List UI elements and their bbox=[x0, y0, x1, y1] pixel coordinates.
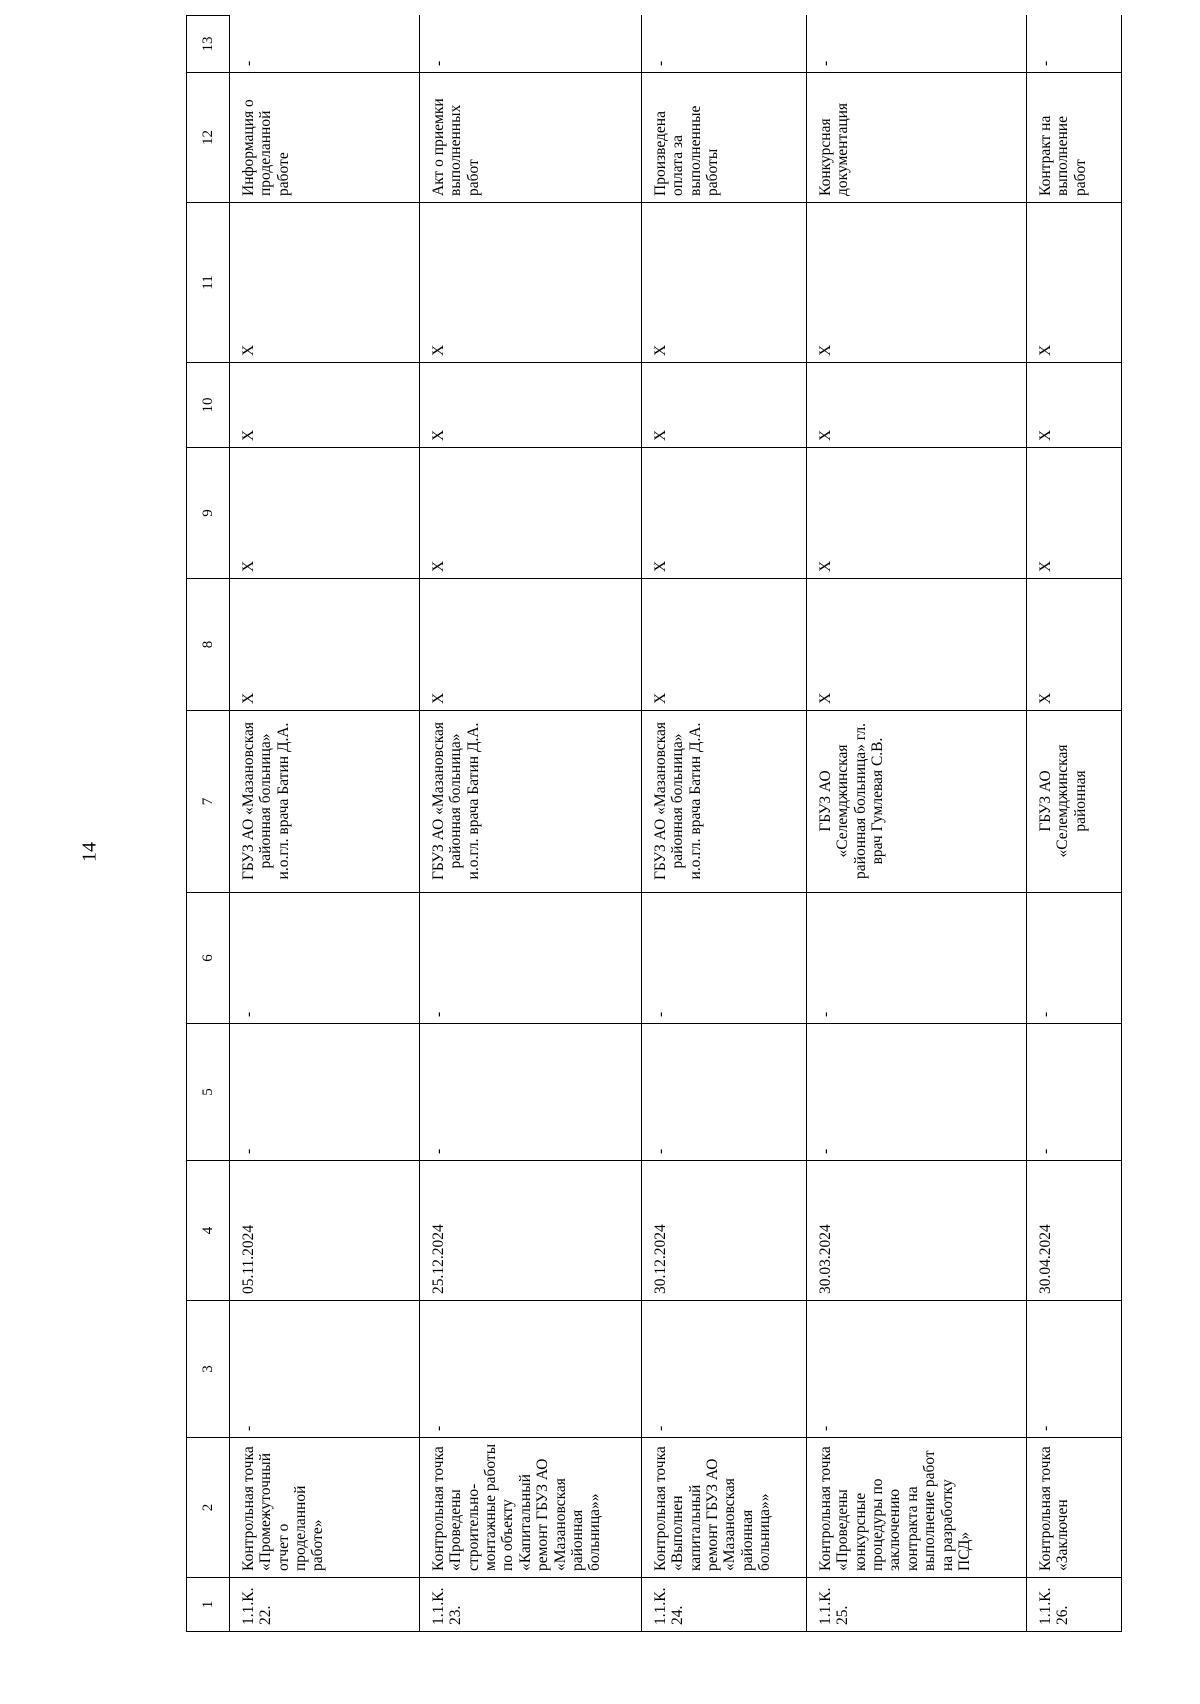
mark-cell: Х bbox=[420, 579, 642, 711]
cell-col6: - bbox=[230, 893, 420, 1024]
row-id: 1.1.К. 26. bbox=[1027, 1578, 1122, 1632]
document-cell: Акт о приемки выполненных работ bbox=[420, 73, 642, 203]
mark-cell: Х bbox=[807, 363, 1027, 448]
cell-col6: - bbox=[420, 893, 642, 1024]
date-cell: 30.04.2024 bbox=[1027, 1161, 1122, 1301]
table-row bbox=[1027, 16, 1122, 1632]
control-point-name: Контрольная точка «Заключен bbox=[1027, 1438, 1122, 1578]
control-point-name: Контрольная точка «Проведены конкурсные процедуры по заключению контракта на выполнение работ на разработку ПСД» bbox=[807, 1438, 1027, 1578]
mark-cell: Х bbox=[1027, 363, 1122, 448]
mark-cell: Х bbox=[807, 203, 1027, 363]
mark-cell: Х bbox=[420, 448, 642, 579]
table-row bbox=[230, 16, 420, 1632]
mark-cell: Х bbox=[642, 579, 807, 711]
control-point-name: Контрольная точка «Проведены строительно-монтажные работы по объекту «Капитальный ремонт ГБУЗ АО «Мазановская районная больница»» bbox=[420, 1438, 642, 1578]
cell-col6: - bbox=[807, 893, 1027, 1024]
mark-cell: Х bbox=[807, 579, 1027, 711]
cell-col5: - bbox=[420, 1024, 642, 1161]
table-row bbox=[420, 16, 642, 1632]
mark-cell: Х bbox=[420, 363, 642, 448]
table-row bbox=[642, 16, 807, 1632]
date-cell: 30.12.2024 bbox=[642, 1161, 807, 1301]
table-row bbox=[807, 16, 1027, 1632]
header-cell: 3 bbox=[187, 1301, 230, 1438]
mark-cell: Х bbox=[642, 363, 807, 448]
cell-col13: - bbox=[642, 16, 807, 73]
row-id: 1.1.К. 22. bbox=[230, 1578, 420, 1632]
cell-col13: - bbox=[807, 16, 1027, 73]
header-cell: 6 bbox=[187, 893, 230, 1024]
header-cell: 5 bbox=[187, 1024, 230, 1161]
cell-col5: - bbox=[807, 1024, 1027, 1161]
cell-col5: - bbox=[642, 1024, 807, 1161]
header-cell: 9 bbox=[187, 448, 230, 579]
mark-cell: Х bbox=[1027, 448, 1122, 579]
table-body bbox=[230, 16, 1122, 1632]
cell-col3: - bbox=[230, 1301, 420, 1438]
date-cell: 30.03.2024 bbox=[807, 1161, 1027, 1301]
cell-col6: - bbox=[642, 893, 807, 1024]
page-number: 14 bbox=[78, 842, 101, 862]
row-id: 1.1.К. 24. bbox=[642, 1578, 807, 1632]
header-row bbox=[187, 16, 230, 1632]
rotated-table-container bbox=[186, 36, 1118, 1632]
header-cell: 10 bbox=[187, 363, 230, 448]
date-cell: 25.12.2024 bbox=[420, 1161, 642, 1301]
cell-col6: - bbox=[1027, 893, 1122, 1024]
cell-col3: - bbox=[807, 1301, 1027, 1438]
cell-col13: - bbox=[420, 16, 642, 73]
header-cell: 7 bbox=[187, 711, 230, 893]
control-points-table bbox=[186, 15, 1122, 1632]
mark-cell: Х bbox=[230, 448, 420, 579]
mark-cell: Х bbox=[230, 363, 420, 448]
cell-col13: - bbox=[1027, 16, 1122, 73]
document-cell: Конкурсная документация bbox=[807, 73, 1027, 203]
header-cell: 11 bbox=[187, 203, 230, 363]
cell-col3: - bbox=[420, 1301, 642, 1438]
header-cell: 4 bbox=[187, 1161, 230, 1301]
header-cell: 13 bbox=[187, 16, 230, 73]
mark-cell: Х bbox=[420, 203, 642, 363]
responsible-cell: ГБУЗ АО «Мазановская районная больница» и.о.гл. врача Батин Д.А. bbox=[642, 711, 807, 893]
cell-col13: - bbox=[230, 16, 420, 73]
responsible-cell: ГБУЗ АО «Селемджинская районная больница» гл. врач Гумлевая С.В. bbox=[807, 711, 1027, 893]
mark-cell: Х bbox=[230, 203, 420, 363]
responsible-cell: ГБУЗ АО «Мазановская районная больница» и.о.гл. врача Батин Д.А. bbox=[230, 711, 420, 893]
cell-col3: - bbox=[1027, 1301, 1122, 1438]
cell-col5: - bbox=[1027, 1024, 1122, 1161]
document-cell: Контракт на выполнение работ bbox=[1027, 73, 1122, 203]
cell-col3: - bbox=[642, 1301, 807, 1438]
mark-cell: Х bbox=[1027, 579, 1122, 711]
mark-cell: Х bbox=[642, 448, 807, 579]
header-cell: 8 bbox=[187, 579, 230, 711]
mark-cell: Х bbox=[1027, 203, 1122, 363]
header-cell: 12 bbox=[187, 73, 230, 203]
header-cell: 2 bbox=[187, 1438, 230, 1578]
document-cell: Произведена оплата за выполненные работы bbox=[642, 73, 807, 203]
responsible-cell: ГБУЗ АО «Селемджинская районная bbox=[1027, 711, 1122, 893]
cell-col5: - bbox=[230, 1024, 420, 1161]
mark-cell: Х bbox=[642, 203, 807, 363]
header-cell: 1 bbox=[187, 1578, 230, 1632]
row-id: 1.1.К. 23. bbox=[420, 1578, 642, 1632]
date-cell: 05.11.2024 bbox=[230, 1161, 420, 1301]
row-id: 1.1.К. 25. bbox=[807, 1578, 1027, 1632]
mark-cell: Х bbox=[230, 579, 420, 711]
control-point-name: Контрольная точка «Промежуточный отчет о проделанной работе» bbox=[230, 1438, 420, 1578]
document-cell: Информация о проделанной работе bbox=[230, 73, 420, 203]
table-header bbox=[187, 16, 230, 1632]
mark-cell: Х bbox=[807, 448, 1027, 579]
control-point-name: Контрольная точка «Выполнен капитальный ремонт ГБУЗ АО «Мазановская районная больница»» bbox=[642, 1438, 807, 1578]
responsible-cell: ГБУЗ АО «Мазановская районная больница» и.о.гл. врача Батин Д.А. bbox=[420, 711, 642, 893]
